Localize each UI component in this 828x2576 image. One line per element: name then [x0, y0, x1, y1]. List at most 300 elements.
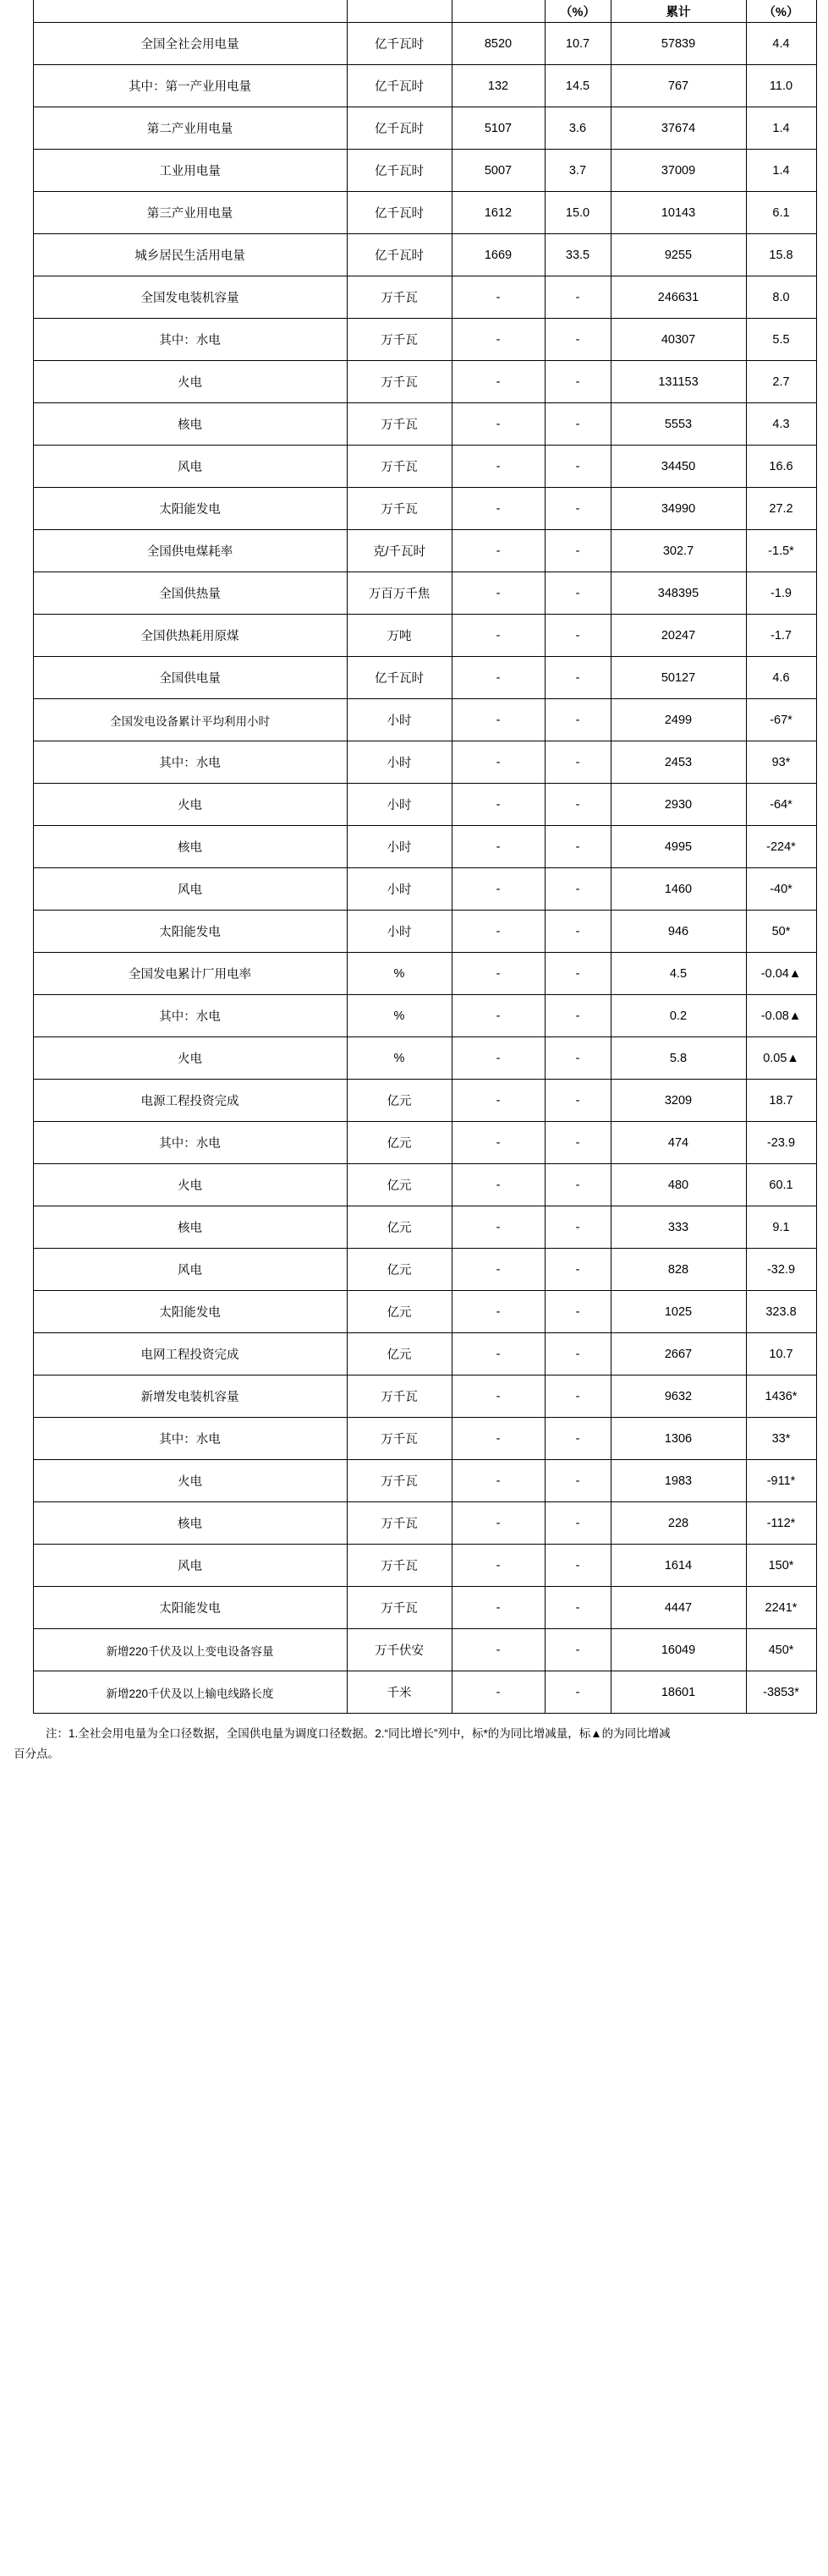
row-edge-cell — [12, 403, 33, 446]
row-unit: % — [347, 1037, 452, 1080]
row-cumulative-pct: 33* — [746, 1418, 816, 1460]
row-edge-cell — [12, 1037, 33, 1080]
row-cumulative-value: 5553 — [611, 403, 746, 446]
row-current-value: - — [452, 1629, 545, 1671]
row-current-value: - — [452, 615, 545, 657]
row-cumulative-pct: -0.04▲ — [746, 953, 816, 995]
row-label: 火电 — [33, 361, 347, 403]
row-label: 其中：第一产业用电量 — [33, 65, 347, 107]
row-label: 全国供热耗用原煤 — [33, 615, 347, 657]
row-current-pct: - — [545, 1333, 611, 1376]
row-label: 其中：水电 — [33, 1418, 347, 1460]
table-row — [12, 1671, 816, 1714]
row-cumulative-value: 1983 — [611, 1460, 746, 1502]
row-current-value: - — [452, 1037, 545, 1080]
row-current-value: - — [452, 276, 545, 319]
row-current-value: - — [452, 1376, 545, 1418]
row-cumulative-pct: 9.1 — [746, 1206, 816, 1249]
row-cumulative-pct: -32.9 — [746, 1249, 816, 1291]
row-current-pct: 14.5 — [545, 65, 611, 107]
header-cell-current — [452, 0, 545, 23]
row-current-pct: - — [545, 1587, 611, 1629]
row-current-pct: - — [545, 1037, 611, 1080]
row-edge-cell — [12, 1587, 33, 1629]
row-edge-cell — [12, 911, 33, 953]
row-unit: 万千瓦 — [347, 1545, 452, 1587]
row-cumulative-pct: 11.0 — [746, 65, 816, 107]
row-label: 其中：水电 — [33, 741, 347, 784]
row-label: 火电 — [33, 1037, 347, 1080]
row-unit: % — [347, 995, 452, 1037]
row-label: 全国供电量 — [33, 657, 347, 699]
row-cumulative-pct: 1436* — [746, 1376, 816, 1418]
row-edge-cell — [12, 1080, 33, 1122]
row-cumulative-value: 2499 — [611, 699, 746, 741]
row-label: 太阳能发电 — [33, 488, 347, 530]
table-row — [12, 1502, 816, 1545]
row-unit: 千米 — [347, 1671, 452, 1714]
row-cumulative-pct: -1.9 — [746, 572, 816, 615]
row-cumulative-value: 37674 — [611, 107, 746, 150]
row-cumulative-pct: 16.6 — [746, 446, 816, 488]
row-current-pct: - — [545, 1376, 611, 1418]
row-edge-cell — [12, 1333, 33, 1376]
row-edge-cell — [12, 446, 33, 488]
row-cumulative-value: 474 — [611, 1122, 746, 1164]
table-row — [12, 1249, 816, 1291]
row-label: 全国全社会用电量 — [33, 23, 347, 65]
row-unit: 万千瓦 — [347, 1460, 452, 1502]
row-unit: 克/千瓦时 — [347, 530, 452, 572]
row-cumulative-value: 20247 — [611, 615, 746, 657]
row-label: 工业用电量 — [33, 150, 347, 192]
row-unit: 小时 — [347, 868, 452, 911]
row-current-pct: - — [545, 615, 611, 657]
table-row — [12, 65, 816, 107]
row-unit: 万千瓦 — [347, 361, 452, 403]
power-statistics-table — [12, 0, 817, 1714]
row-cumulative-value: 228 — [611, 1502, 746, 1545]
table-row — [12, 488, 816, 530]
row-unit: 万千瓦 — [347, 446, 452, 488]
table-row — [12, 1545, 816, 1587]
row-current-value: - — [452, 1249, 545, 1291]
row-edge-cell — [12, 276, 33, 319]
row-current-pct: - — [545, 1122, 611, 1164]
row-cumulative-value: 5.8 — [611, 1037, 746, 1080]
row-cumulative-pct: 2241* — [746, 1587, 816, 1629]
row-edge-cell — [12, 530, 33, 572]
row-current-pct: 10.7 — [545, 23, 611, 65]
row-current-pct: - — [545, 276, 611, 319]
row-current-pct: 3.7 — [545, 150, 611, 192]
header-cell-cumulative: 累计 — [611, 0, 746, 23]
table-body — [12, 0, 816, 1714]
row-unit: 亿元 — [347, 1249, 452, 1291]
row-cumulative-pct: -911* — [746, 1460, 816, 1502]
row-current-value: - — [452, 1080, 545, 1122]
row-unit: 万百万千焦 — [347, 572, 452, 615]
table-row — [12, 361, 816, 403]
row-edge-cell — [12, 1376, 33, 1418]
footnote-line-1: 注：1.全社会用电量为全口径数据，全国供电量为调度口径数据。2.“同比增长”列中，标*的为同比增减量，标▲的为同比增减 — [46, 1727, 671, 1740]
row-current-value: - — [452, 699, 545, 741]
row-current-value: 1669 — [452, 234, 545, 276]
row-current-pct: - — [545, 1418, 611, 1460]
row-edge-cell — [12, 361, 33, 403]
row-label: 全国发电设备累计平均利用小时 — [33, 699, 347, 741]
row-current-pct: - — [545, 1671, 611, 1714]
row-current-pct: - — [545, 1502, 611, 1545]
row-label: 其中：水电 — [33, 995, 347, 1037]
row-current-value: - — [452, 572, 545, 615]
row-cumulative-value: 1025 — [611, 1291, 746, 1333]
table-row — [12, 319, 816, 361]
row-label: 核电 — [33, 1502, 347, 1545]
row-edge-cell — [12, 319, 33, 361]
row-unit: 亿千瓦时 — [347, 192, 452, 234]
row-cumulative-value: 302.7 — [611, 530, 746, 572]
row-unit: 万千瓦 — [347, 403, 452, 446]
row-cumulative-pct: 27.2 — [746, 488, 816, 530]
row-label: 新增220千伏及以上输电线路长度 — [33, 1671, 347, 1714]
row-current-value: - — [452, 868, 545, 911]
row-cumulative-pct: 4.6 — [746, 657, 816, 699]
row-current-pct: 33.5 — [545, 234, 611, 276]
row-edge-cell — [12, 1249, 33, 1291]
row-unit: 万千瓦 — [347, 1418, 452, 1460]
table-row — [12, 1629, 816, 1671]
table-row — [12, 1080, 816, 1122]
row-label: 全国供热量 — [33, 572, 347, 615]
table-row — [12, 826, 816, 868]
row-unit: 亿千瓦时 — [347, 657, 452, 699]
table-row — [12, 699, 816, 741]
row-edge-cell — [12, 107, 33, 150]
row-edge-cell — [12, 1291, 33, 1333]
row-current-value: - — [452, 995, 545, 1037]
row-cumulative-pct: -0.08▲ — [746, 995, 816, 1037]
row-current-value: - — [452, 1333, 545, 1376]
row-cumulative-pct: 10.7 — [746, 1333, 816, 1376]
row-unit: % — [347, 953, 452, 995]
table-row — [12, 1037, 816, 1080]
row-edge-cell — [12, 1206, 33, 1249]
row-current-value: - — [452, 319, 545, 361]
row-cumulative-value: 946 — [611, 911, 746, 953]
row-current-value: - — [452, 1502, 545, 1545]
header-cell-current-pct: （%） — [545, 0, 611, 23]
row-edge-cell — [12, 1545, 33, 1587]
row-unit: 万千瓦 — [347, 488, 452, 530]
row-unit: 亿元 — [347, 1080, 452, 1122]
table-row — [12, 868, 816, 911]
row-edge-cell — [12, 868, 33, 911]
row-cumulative-value: 0.2 — [611, 995, 746, 1037]
table-row — [12, 1122, 816, 1164]
row-cumulative-pct: -3853* — [746, 1671, 816, 1714]
row-label: 新增发电装机容量 — [33, 1376, 347, 1418]
row-current-pct: - — [545, 488, 611, 530]
row-cumulative-value: 4995 — [611, 826, 746, 868]
table-row — [12, 741, 816, 784]
row-current-value: - — [452, 488, 545, 530]
row-edge-cell — [12, 1671, 33, 1714]
row-unit: 亿元 — [347, 1333, 452, 1376]
row-label: 风电 — [33, 1249, 347, 1291]
row-unit: 亿千瓦时 — [347, 23, 452, 65]
row-cumulative-pct: -23.9 — [746, 1122, 816, 1164]
row-unit: 万千伏安 — [347, 1629, 452, 1671]
table-row — [12, 150, 816, 192]
row-cumulative-value: 480 — [611, 1164, 746, 1206]
row-label: 全国发电装机容量 — [33, 276, 347, 319]
row-label: 城乡居民生活用电量 — [33, 234, 347, 276]
row-label: 第三产业用电量 — [33, 192, 347, 234]
row-unit: 亿元 — [347, 1291, 452, 1333]
table-header-row — [12, 0, 816, 23]
row-cumulative-pct: 150* — [746, 1545, 816, 1587]
row-edge-cell — [12, 953, 33, 995]
table-row — [12, 1460, 816, 1502]
table-row — [12, 995, 816, 1037]
row-unit: 亿元 — [347, 1164, 452, 1206]
table-row — [12, 403, 816, 446]
table-row — [12, 1587, 816, 1629]
row-unit: 万千瓦 — [347, 1376, 452, 1418]
row-cumulative-pct: -1.5* — [746, 530, 816, 572]
row-label: 核电 — [33, 403, 347, 446]
row-cumulative-value: 348395 — [611, 572, 746, 615]
row-current-pct: 15.0 — [545, 192, 611, 234]
row-current-pct: - — [545, 1206, 611, 1249]
row-current-pct: - — [545, 995, 611, 1037]
row-cumulative-value: 34990 — [611, 488, 746, 530]
row-cumulative-pct: -40* — [746, 868, 816, 911]
row-cumulative-pct: 8.0 — [746, 276, 816, 319]
row-current-pct: - — [545, 699, 611, 741]
row-label: 电源工程投资完成 — [33, 1080, 347, 1122]
row-current-pct: - — [545, 1080, 611, 1122]
table-row — [12, 23, 816, 65]
table-row — [12, 1418, 816, 1460]
row-label: 太阳能发电 — [33, 1291, 347, 1333]
row-cumulative-pct: 0.05▲ — [746, 1037, 816, 1080]
row-unit: 万千瓦 — [347, 1502, 452, 1545]
row-edge-cell — [12, 65, 33, 107]
row-current-value: - — [452, 446, 545, 488]
table-row — [12, 1333, 816, 1376]
row-label: 全国供电煤耗率 — [33, 530, 347, 572]
row-cumulative-pct: -224* — [746, 826, 816, 868]
row-cumulative-pct: -1.7 — [746, 615, 816, 657]
row-current-pct: - — [545, 1291, 611, 1333]
row-cumulative-value: 9255 — [611, 234, 746, 276]
row-current-pct: - — [545, 911, 611, 953]
row-cumulative-value: 246631 — [611, 276, 746, 319]
row-current-value: - — [452, 784, 545, 826]
row-current-pct: - — [545, 1629, 611, 1671]
table-row — [12, 953, 816, 995]
row-unit: 亿千瓦时 — [347, 107, 452, 150]
row-cumulative-value: 4.5 — [611, 953, 746, 995]
table-row — [12, 911, 816, 953]
row-edge-cell — [12, 1502, 33, 1545]
row-cumulative-value: 4447 — [611, 1587, 746, 1629]
row-label: 火电 — [33, 784, 347, 826]
row-current-value: - — [452, 741, 545, 784]
row-cumulative-value: 3209 — [611, 1080, 746, 1122]
row-cumulative-value: 16049 — [611, 1629, 746, 1671]
row-current-pct: - — [545, 953, 611, 995]
row-current-pct: - — [545, 657, 611, 699]
row-cumulative-value: 2930 — [611, 784, 746, 826]
row-current-pct: - — [545, 361, 611, 403]
row-edge-cell — [12, 1164, 33, 1206]
table-row — [12, 1164, 816, 1206]
row-cumulative-value: 18601 — [611, 1671, 746, 1714]
row-cumulative-value: 57839 — [611, 23, 746, 65]
table-row — [12, 1291, 816, 1333]
row-cumulative-pct: 60.1 — [746, 1164, 816, 1206]
row-unit: 亿元 — [347, 1206, 452, 1249]
row-current-pct: - — [545, 1460, 611, 1502]
row-current-pct: - — [545, 403, 611, 446]
row-current-pct: - — [545, 1164, 611, 1206]
row-cumulative-value: 1614 — [611, 1545, 746, 1587]
row-label: 核电 — [33, 1206, 347, 1249]
row-unit: 亿千瓦时 — [347, 65, 452, 107]
table-row — [12, 572, 816, 615]
row-cumulative-pct: 18.7 — [746, 1080, 816, 1122]
row-current-value: 132 — [452, 65, 545, 107]
row-label: 风电 — [33, 1545, 347, 1587]
row-label: 全国发电累计厂用电率 — [33, 953, 347, 995]
table-row — [12, 192, 816, 234]
row-edge-cell — [12, 995, 33, 1037]
row-unit: 小时 — [347, 911, 452, 953]
row-edge-cell — [12, 784, 33, 826]
row-label: 太阳能发电 — [33, 1587, 347, 1629]
header-cell-unit — [347, 0, 452, 23]
row-unit: 万千瓦 — [347, 319, 452, 361]
row-cumulative-pct: 450* — [746, 1629, 816, 1671]
row-edge-cell — [12, 234, 33, 276]
row-unit: 万千瓦 — [347, 276, 452, 319]
row-current-value: - — [452, 1291, 545, 1333]
header-cell-indicator — [33, 0, 347, 23]
row-current-pct: - — [545, 826, 611, 868]
row-cumulative-pct: 5.5 — [746, 319, 816, 361]
row-cumulative-value: 50127 — [611, 657, 746, 699]
table-row — [12, 276, 816, 319]
row-current-value: - — [452, 1671, 545, 1714]
row-current-value: - — [452, 953, 545, 995]
row-cumulative-value: 40307 — [611, 319, 746, 361]
row-current-value: - — [452, 657, 545, 699]
row-edge-cell — [12, 23, 33, 65]
row-cumulative-value: 1306 — [611, 1418, 746, 1460]
row-cumulative-pct: 4.4 — [746, 23, 816, 65]
table-row — [12, 530, 816, 572]
row-cumulative-value: 2667 — [611, 1333, 746, 1376]
row-edge-cell — [12, 1460, 33, 1502]
row-cumulative-pct: 2.7 — [746, 361, 816, 403]
row-current-pct: - — [545, 1545, 611, 1587]
row-current-value: 5007 — [452, 150, 545, 192]
row-current-pct: - — [545, 868, 611, 911]
table-row — [12, 784, 816, 826]
row-cumulative-pct: 1.4 — [746, 150, 816, 192]
row-edge-cell — [12, 488, 33, 530]
row-label: 太阳能发电 — [33, 911, 347, 953]
row-current-pct: - — [545, 1249, 611, 1291]
row-cumulative-pct: 93* — [746, 741, 816, 784]
row-current-pct: - — [545, 446, 611, 488]
row-cumulative-pct: 15.8 — [746, 234, 816, 276]
row-edge-cell — [12, 1629, 33, 1671]
row-edge-cell — [12, 615, 33, 657]
row-current-value: - — [452, 1587, 545, 1629]
row-edge-cell — [12, 1418, 33, 1460]
row-current-pct: 3.6 — [545, 107, 611, 150]
row-cumulative-pct: -64* — [746, 784, 816, 826]
row-edge-cell — [12, 657, 33, 699]
header-cell-cumulative-pct: （%） — [746, 0, 816, 23]
row-unit: 万吨 — [347, 615, 452, 657]
row-current-value: - — [452, 403, 545, 446]
row-cumulative-value: 10143 — [611, 192, 746, 234]
row-label: 电网工程投资完成 — [33, 1333, 347, 1376]
row-edge-cell — [12, 741, 33, 784]
row-label: 风电 — [33, 868, 347, 911]
table-footnote — [12, 1724, 816, 1764]
row-label: 其中：水电 — [33, 319, 347, 361]
row-current-value: 5107 — [452, 107, 545, 150]
row-current-value: - — [452, 1206, 545, 1249]
row-label: 其中：水电 — [33, 1122, 347, 1164]
row-current-pct: - — [545, 572, 611, 615]
row-current-pct: - — [545, 319, 611, 361]
row-cumulative-value: 9632 — [611, 1376, 746, 1418]
row-cumulative-pct: 4.3 — [746, 403, 816, 446]
header-cell-edge — [12, 0, 33, 23]
row-cumulative-pct: 323.8 — [746, 1291, 816, 1333]
row-cumulative-value: 1460 — [611, 868, 746, 911]
row-unit: 万千瓦 — [347, 1587, 452, 1629]
table-row — [12, 615, 816, 657]
row-unit: 小时 — [347, 741, 452, 784]
row-label: 新增220千伏及以上变电设备容量 — [33, 1629, 347, 1671]
row-label: 火电 — [33, 1164, 347, 1206]
row-current-value: 8520 — [452, 23, 545, 65]
row-current-value: - — [452, 1545, 545, 1587]
row-current-value: - — [452, 1122, 545, 1164]
table-row — [12, 1376, 816, 1418]
row-label: 核电 — [33, 826, 347, 868]
row-edge-cell — [12, 826, 33, 868]
row-current-value: 1612 — [452, 192, 545, 234]
row-current-value: - — [452, 1460, 545, 1502]
row-current-pct: - — [545, 530, 611, 572]
row-edge-cell — [12, 192, 33, 234]
row-current-value: - — [452, 1418, 545, 1460]
table-row — [12, 446, 816, 488]
footnote-line-2: 百分点。 — [14, 1747, 59, 1760]
row-label: 火电 — [33, 1460, 347, 1502]
row-unit: 小时 — [347, 699, 452, 741]
row-unit: 亿千瓦时 — [347, 234, 452, 276]
